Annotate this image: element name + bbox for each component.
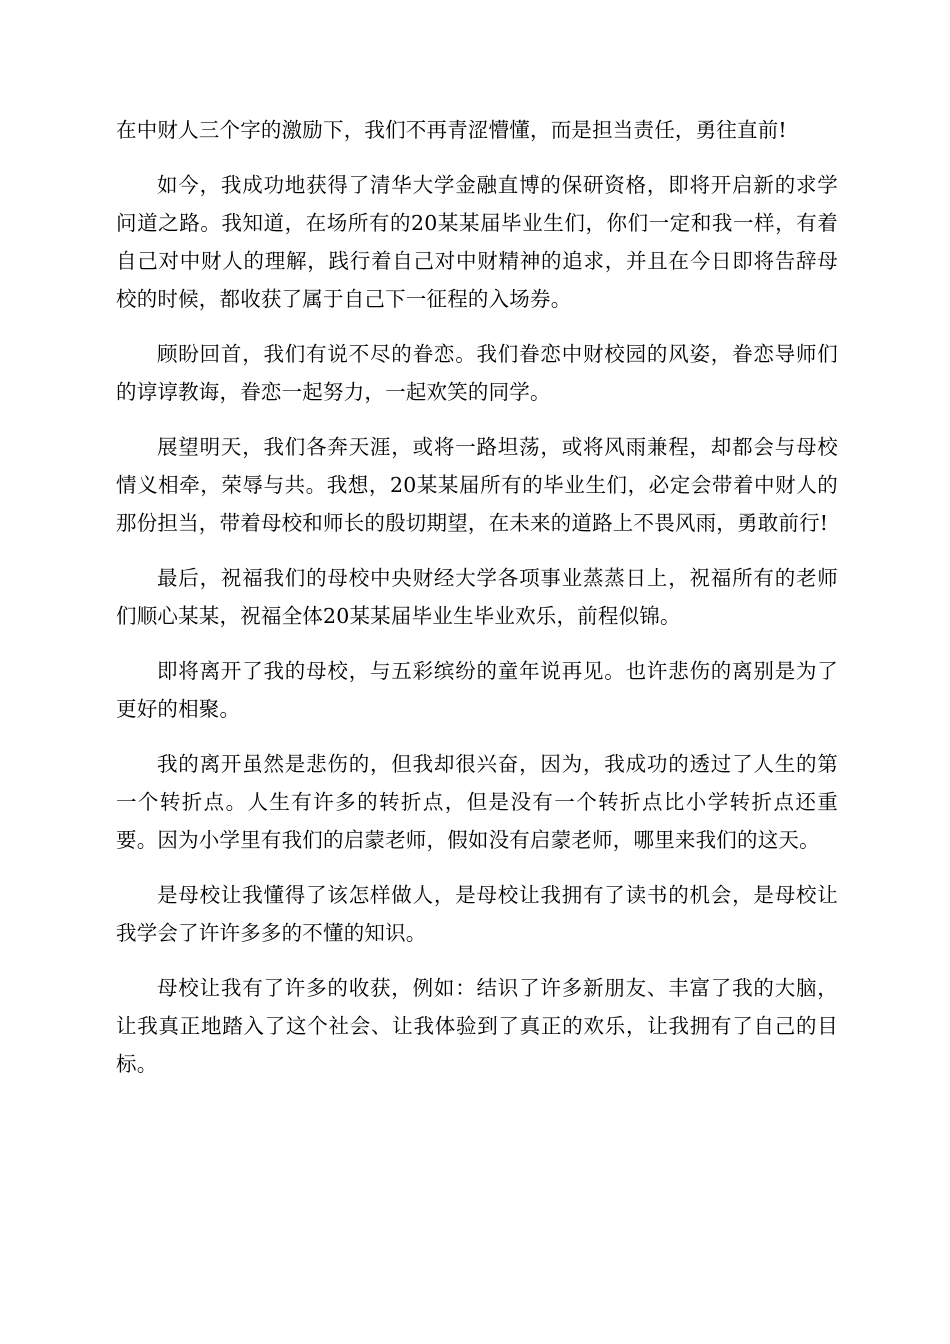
paragraph: 在中财人三个字的激励下，我们不再青涩懵懂，而是担当责任，勇往直前!	[116, 118, 787, 142]
paragraph: 母校让我有了许多的收获，例如：结识了许多新朋友、丰富了我的大脑，让我真正地踏入了这个社会、让我体验到了真正的欢乐，让我拥有了自己的目标。	[116, 976, 838, 1076]
paragraph: 展望明天，我们各奔天涯，或将一路坦荡，或将风雨兼程，却都会与母校情义相牵，荣辱与共。我想，20某某届所有的毕业生们，必定会带着中财人的那份担当，带着母校和师长的殷切期望，在未来的道路上不畏风雨，勇敢前行!	[116, 435, 838, 535]
paragraph: 如今，我成功地获得了清华大学金融直博的保研资格，即将开启新的求学问道之路。我知道，在场所有的20某某届毕业生们，你们一定和我一样，有着自己对中财人的理解，践行着自己对中财精神的追求，并且在今日即将告辞母校的时候，都收获了属于自己下一征程的入场券。	[116, 173, 838, 311]
document-body	[116, 111, 838, 1100]
paragraph: 我的离开虽然是悲伤的，但我却很兴奋，因为，我成功的透过了人生的第一个转折点。人生有许多的转折点，但是没有一个转折点比小学转折点还重要。因为小学里有我们的启蒙老师，假如没有启蒙老师，哪里来我们的这天。	[116, 752, 838, 852]
paragraph: 顾盼回首，我们有说不尽的眷恋。我们眷恋中财校园的风姿，眷恋导师们的谆谆教诲，眷恋一起努力，一起欢笑的同学。	[116, 342, 838, 404]
paragraph: 最后，祝福我们的母校中央财经大学各项事业蒸蒸日上，祝福所有的老师们顺心某某，祝福全体20某某届毕业生毕业欢乐，前程似锦。	[116, 566, 838, 628]
paragraph: 是母校让我懂得了该怎样做人，是母校让我拥有了读书的机会，是母校让我学会了许许多多的不懂的知识。	[116, 883, 838, 945]
paragraph: 即将离开了我的母校，与五彩缤纷的童年说再见。也许悲伤的离别是为了更好的相聚。	[116, 659, 838, 721]
